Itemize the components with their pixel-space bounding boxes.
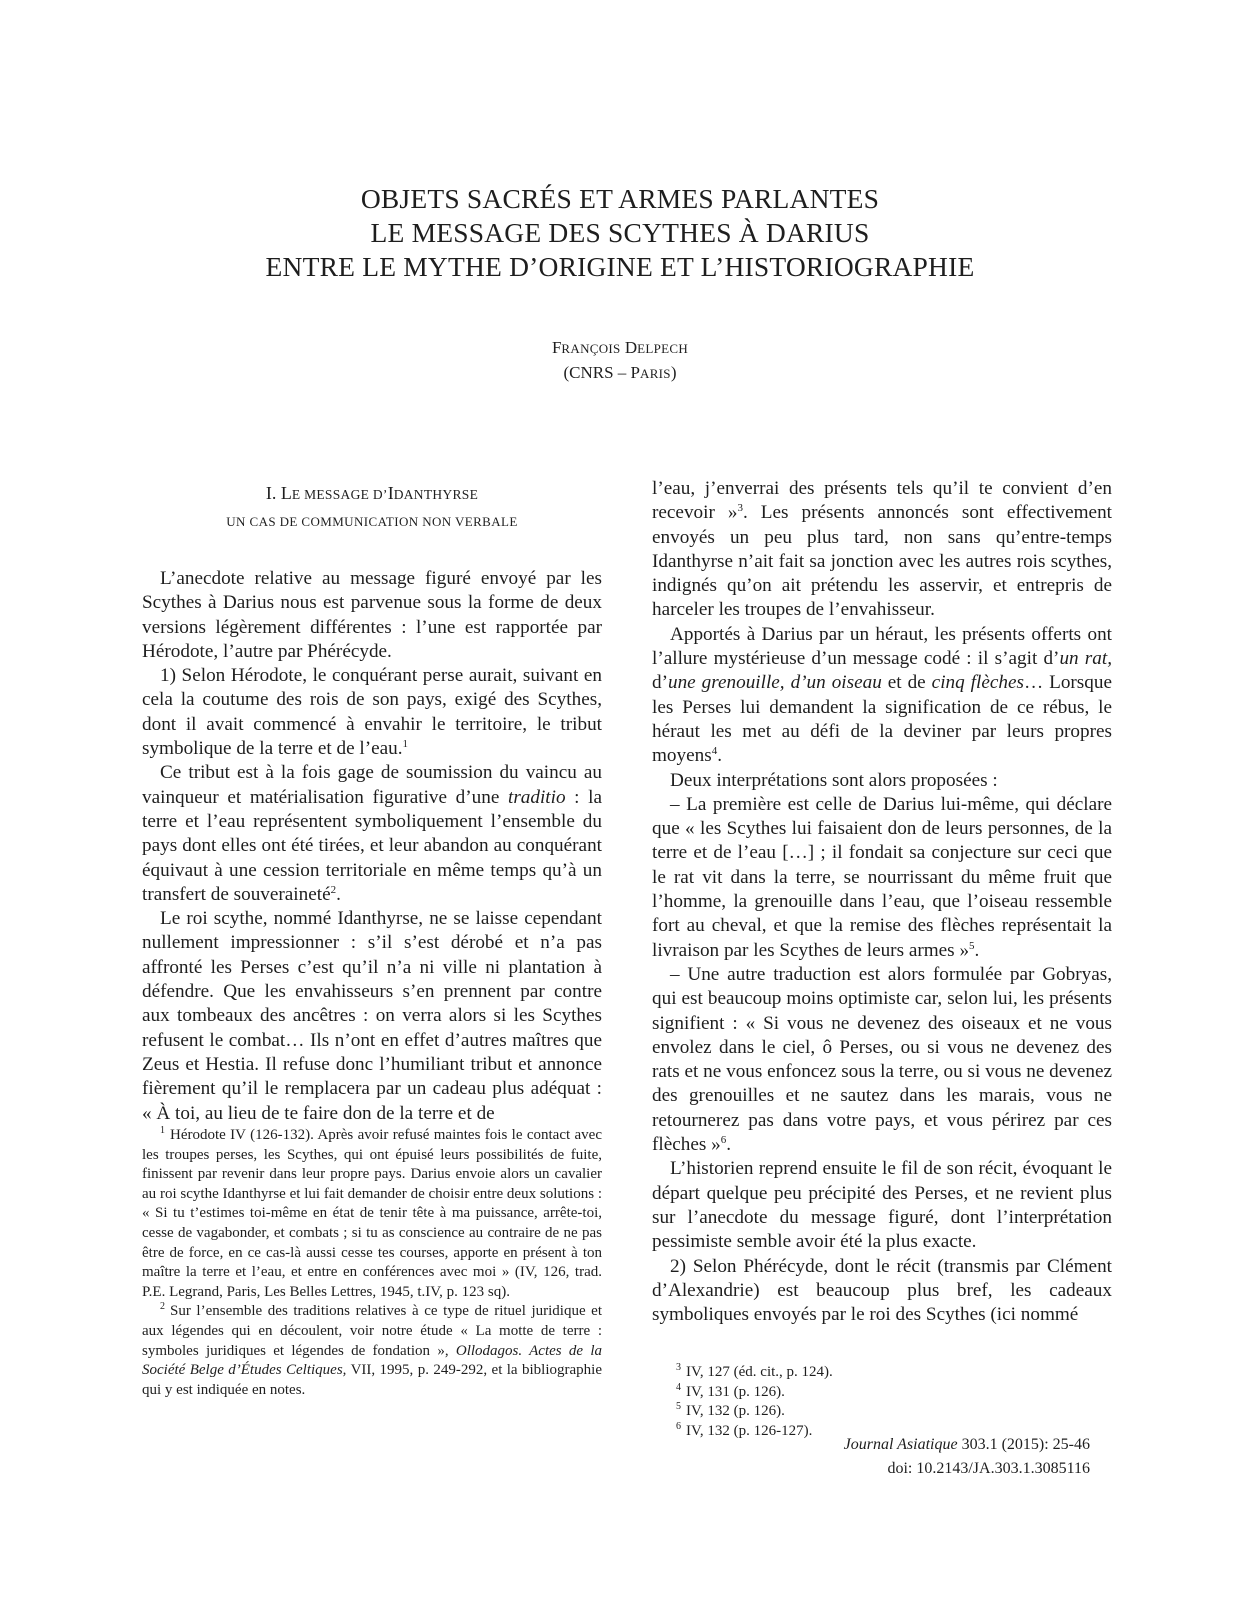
footnote: $^3$ IV, 127 (éd. cit., p. 124).	[676, 1362, 833, 1380]
footnotes-right	[676, 1363, 976, 1441]
title-line-3: ENTRE LE MYTHE D’ORIGINE ET L’HISTORIOGRAPHIE	[265, 251, 975, 282]
paragraph: 1) Selon Hérodote, le conquérant perse aurait, suivant en cela la coutume des rois de son pays, exigé des Scythes, dont il avait commencé à envahir le territoire, le tribut symbolique de la terre et de l’eau.$^1$	[142, 665, 602, 760]
footnote-ref[interactable]: 3	[737, 502, 743, 515]
paragraph: L’anecdote relative au message figuré envoyé par les Scythes à Darius nous est parvenue sous la forme de deux versions légèrement différentes : l’une est rapportée par Hérodote, l’autre par Phérécyde.	[142, 568, 602, 662]
footnote-ref[interactable]: 2	[330, 883, 337, 896]
paragraph: – Une autre traduction est alors formulée par Gobryas, qui est beaucoup moins optimiste car, selon lui, les présents signifient : « Si vous ne devenez des oiseaux et ne vous envolez dans le ciel, ô Perses, ou si vous ne devenez des rats et ne vous enfoncez sous la terre, ou si vous ne devenez des grenouilles et ne sautez dans les marais, vous ne retournerez pas dans votre pays, et vous périrez par ces flèches »$^6$.	[652, 963, 1112, 1156]
title-line-2: LE MESSAGE DES SCYTHES À DARIUS	[370, 217, 870, 248]
author-block	[0, 336, 1240, 386]
author-name: FRANÇOIS DELPECH	[551, 338, 689, 357]
author-affiliation: (CNRS – PARIS)	[563, 363, 677, 382]
footnotes-left	[142, 1126, 602, 1400]
paragraph: Deux interprétations sont alors proposées :	[670, 769, 998, 791]
footnote-ref[interactable]: 1	[402, 738, 409, 751]
paragraph: 2) Selon Phérécyde, dont le récit (transmis par Clément d’Alexandrie) est beaucoup plus bref, les cadeaux symboliques envoyés par le roi des Scythes (ici nommé	[652, 1255, 1112, 1326]
journal-doi[interactable]: doi: 10.2143/JA.303.1.3085116	[887, 1460, 1090, 1477]
journal-citation	[844, 1433, 1090, 1481]
article-title	[0, 182, 1240, 284]
footnote-ref[interactable]: 5	[969, 939, 975, 952]
footnote: $^6$ IV, 132 (p. 126-127).	[676, 1420, 813, 1439]
footnote: $^2$ Sur l’ensemble des traditions relatives à ce type de rituel juridique et aux légendes qui en découlent, voir notre étude « La motte de terre : symboles juridiques et légendes de fondation », Ollodagos. Actes de la Société Belge d’Études Celtiques, VII, 1995, p. 249-292, et la bibliographie qui y est indiquée en notes.	[142, 1301, 603, 1398]
journal-reference: Journal Asiatique 303.1 (2015): 25-46	[843, 1436, 1090, 1453]
paragraph: l’eau, j’enverrai des présents tels qu’il te convient d’en recevoir »$^3$. Les présents annoncés sont effectivement envoyés un peu plus tard, non sans qu’entre-temps Idanthyrse n’ait fait sa jonction avec les autres rois scythes, indignés qu’on ait prétendu les asservir, et entrepris de harceler les troupes de l’envahisseur.	[652, 478, 1112, 621]
section-heading: I. LE MESSAGE D’IDANTHYRSE	[265, 483, 479, 503]
footnote-ref[interactable]: 6	[720, 1134, 727, 1147]
footnote: $^4$ IV, 131 (p. 126).	[676, 1381, 785, 1400]
paragraph: L’historien reprend ensuite le fil de son récit, évoquant le départ quelque peu précipité des Perses, et ne revient plus sur l’anecdote du message figuré, dont l’interprétation pessimiste semble avoir été la plus exacte.	[652, 1158, 1112, 1253]
footnote: $^1$ Hérodote IV (126-132). Après avoir refusé maintes fois le contact avec les troupes perses, les Scythes, qui ont épuisé leurs possibilités de fuite, finissent par revenir dans leur propre pays. Darius envoie alors un cavalier au roi scythe Idanthyrse et lui fait demander de choisir entre deux solutions : « Si tu t’estimes toi-même en état de tenir tête à ma puissance, arrête-toi, cesse de vagabonder, et combats ; si tu as conscience au contraire de ne pas être de force, en ce cas-là aussi cesse tes courses, apporte en présent à ton maître la terre et l’eau, et entre en conférences avec moi » (IV, 126, trad. P.E. Legrand, Paris, Les Belles Lettres, 1945, t.IV, p. 123 sq).	[142, 1125, 602, 1300]
right-column	[652, 477, 1112, 1327]
footnote-ref[interactable]: 4	[711, 745, 718, 758]
title-line-1: OBJETS SACRÉS ET ARMES PARLANTES	[360, 183, 880, 214]
paragraph: Apportés à Darius par un héraut, les présents offerts ont l’allure mystérieuse d’un message codé : il s’agit d’un rat, d’une grenouille, d’un oiseau et de cinq flèches… Lorsque les Perses lui demandent la signification de ce rébus, le héraut les met au défi de la deviner par leurs propres moyens$^4$.	[652, 623, 1112, 767]
section-subheading: UN CAS DE COMMUNICATION NON VERBALE	[226, 514, 518, 529]
footnote: $^5$ IV, 132 (p. 126).	[676, 1401, 785, 1420]
left-column	[142, 477, 602, 1126]
paragraph: Le roi scythe, nommé Idanthyrse, ne se laisse cependant nullement impressionner : s’il s’est dérobé et n’a pas affronté les Perses c’est qu’il n’a ni ville ni plantation à défendre. Que les envahisseurs s’en prennent par contre aux tombeaux des ancêtres : on verra alors si les Scythes refusent le combat… Ils n’ont en effet d’autres maîtres que Zeus et Hestia. Il refuse donc l’humiliant tribut et annonce fièrement qu’il le remplacera par un cadeau plus adéquat : « À toi, au lieu de te faire don de la terre et de	[142, 908, 602, 1124]
paragraph: Ce tribut est à la fois gage de soumission du vaincu au vainqueur et matérialisation figurative d’une traditio : la terre et l’eau représentent symboliquement l’ensemble du pays dont elles ont été tirées, et leur abandon au conquérant équivaut à une cession territoriale en même temps qu’à un transfert de souveraineté$^2$.	[142, 762, 602, 905]
paragraph: – La première est celle de Darius lui-même, qui déclare que « les Scythes lui faisaient don de leurs personnes, de la terre et de l’eau […] ; il fondait sa conjecture sur ceci que le rat vit dans la terre, se nourrissant du même fruit que l’homme, la grenouille dans l’eau, que l’oiseau ressemble fort au cheval, et que la remise des flèches représentait la livraison par les Scythes de leurs armes »$^5$.	[652, 793, 1112, 961]
